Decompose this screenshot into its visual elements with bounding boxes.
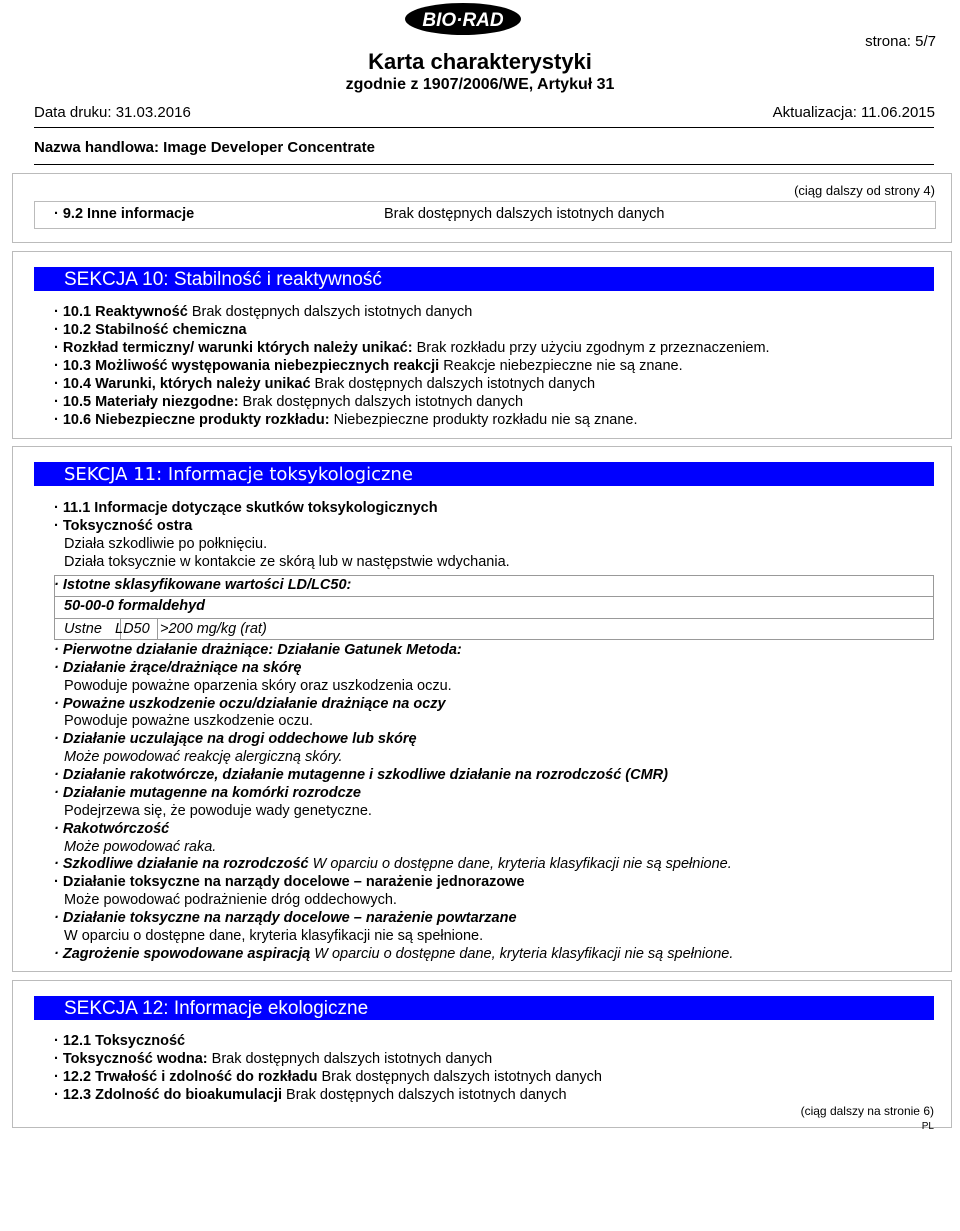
sec12-line: · 12.3 Zdolność do bioakumulacji Brak dostępnych dalszych istotnych danych: [54, 1087, 567, 1103]
sec11-line: · Działanie toksyczne na narządy docelowe – narażenie jednorazowe: [54, 874, 525, 890]
document-title: Karta charakterystyki: [368, 49, 592, 74]
table-divider: [54, 596, 934, 597]
sec11-line: Może powodować podrażnienie dróg oddechowych.: [64, 892, 397, 908]
sec12-line: · Toksyczność wodna: Brak dostępnych dalszych istotnych danych: [54, 1051, 493, 1067]
document-subtitle: zgodnie z 1907/2006/WE, Artykuł 31: [345, 76, 615, 93]
sec11-line: Działa szkodliwie po połknięciu.: [64, 536, 268, 552]
language-code: PL: [921, 1121, 934, 1132]
sec11-line: Powoduje poważne oparzenia skóry oraz uszkodzenia oczu.: [64, 678, 452, 694]
continued-from: (ciąg dalszy od strony 4): [794, 183, 935, 198]
sec11-line: · Szkodliwe działanie na rozrodczość W oparciu o dostępne dane, kryteria klasyfikacji nie są spełnione.: [54, 856, 732, 872]
logo-text: BIO·RAD: [422, 10, 504, 31]
sec11-line: · Rakotwórczość: [54, 821, 170, 837]
sec11-line: W oparciu o dostępne dane, kryteria klasyfikacji nie są spełnione.: [64, 928, 484, 944]
sec11-line: Działa toksycznie w kontakcie ze skórą lub w następstwie wdychania.: [64, 554, 510, 570]
sec10-line: · 10.4 Warunki, których należy unikać Brak dostępnych dalszych istotnych danych: [54, 376, 596, 392]
ld-route: Ustne: [54, 619, 121, 640]
ld-substance: 50-00-0 formaldehyd: [64, 598, 206, 614]
sec11-line: · Działanie mutagenne na komórki rozrodcze: [54, 785, 361, 801]
update-date: Aktualizacja: 11.06.2015: [772, 104, 935, 121]
sec11-line: · Działanie toksyczne na narządy docelowe – narażenie powtarzane: [54, 910, 517, 926]
ld-type: LD50: [111, 619, 158, 640]
sec11-line: Może powodować raka.: [64, 839, 217, 855]
section-9-2-value: Brak dostępnych dalszych istotnych danych: [384, 206, 665, 222]
sec10-line: · 10.6 Niebezpieczne produkty rozkładu: Niebezpieczne produkty rozkładu nie są znane.: [54, 412, 638, 428]
sec10-line: · 10.1 Reaktywność Brak dostępnych dalszych istotnych danych: [54, 304, 473, 320]
section-12-heading: SEKCJA 12: Informacje ekologiczne: [34, 996, 934, 1020]
sec11-line: · Poważne uszkodzenie oczu/działanie drażniące na oczy: [54, 696, 446, 712]
print-date: Data druku: 31.03.2016: [34, 104, 191, 121]
sec11-line: · Działanie rakotwórcze, działanie mutagenne i szkodliwe działanie na rozrodczość (CMR): [54, 767, 668, 783]
sec11-line: · 11.1 Informacje dotyczące skutków toksykologicznych: [54, 500, 438, 516]
continued-to: (ciąg dalszy na stronie 6): [800, 1104, 934, 1118]
sec11-line: · Działanie żrące/drażniące na skórę: [54, 660, 302, 676]
sec10-line: · 10.5 Materiały niezgodne: Brak dostępnych dalszych istotnych danych: [54, 394, 524, 410]
sec11-line: Powoduje poważne uszkodzenie oczu.: [64, 713, 314, 729]
sec11-line: Podejrzewa się, że powoduje wady genetyczne.: [64, 803, 372, 819]
bio-rad-logo: [404, 2, 522, 36]
sec11-line: Może powodować reakcję alergiczną skóry.: [64, 749, 343, 765]
ld-title: · Istotne sklasyfikowane wartości LD/LC50:: [54, 577, 352, 593]
sec12-line: · 12.2 Trwałość i zdolność do rozkładu Brak dostępnych dalszych istotnych danych: [54, 1069, 602, 1085]
sec11-line: · Toksyczność ostra: [54, 518, 193, 534]
divider: [34, 127, 934, 128]
trade-name: Nazwa handlowa: Image Developer Concentrate: [34, 139, 375, 156]
ld-value: >200 mg/kg (rat): [160, 621, 267, 637]
sec11-line: · Zagrożenie spowodowane aspiracją W oparciu o dostępne dane, kryteria klasyfikacji nie są spełnione.: [54, 946, 734, 962]
sec10-line: · 10.3 Możliwość występowania niebezpiecznych reakcji Reakcje niebezpieczne nie są znane.: [54, 358, 683, 374]
divider: [34, 164, 934, 165]
section-9-2-label: · 9.2 Inne informacje: [54, 206, 195, 222]
sec12-line: · 12.1 Toksyczność: [54, 1033, 186, 1049]
page-number: strona: 5/7: [865, 33, 936, 50]
section-10-heading: SEKCJA 10: Stabilność i reaktywność: [34, 267, 934, 291]
sec10-line: · 10.2 Stabilność chemiczna: [54, 322, 247, 338]
sec10-line: · Rozkład termiczny/ warunki których należy unikać: Brak rozkładu przy użyciu zgodnym z przeznaczeniem.: [54, 340, 770, 356]
sec11-line: · Działanie uczulające na drogi oddechowe lub skórę: [54, 731, 417, 747]
sec11-line: · Pierwotne działanie drażniące: Działanie Gatunek Metoda:: [54, 642, 462, 658]
section-11-heading: SEKCJA 11: Informacje toksykologiczne: [34, 462, 934, 486]
